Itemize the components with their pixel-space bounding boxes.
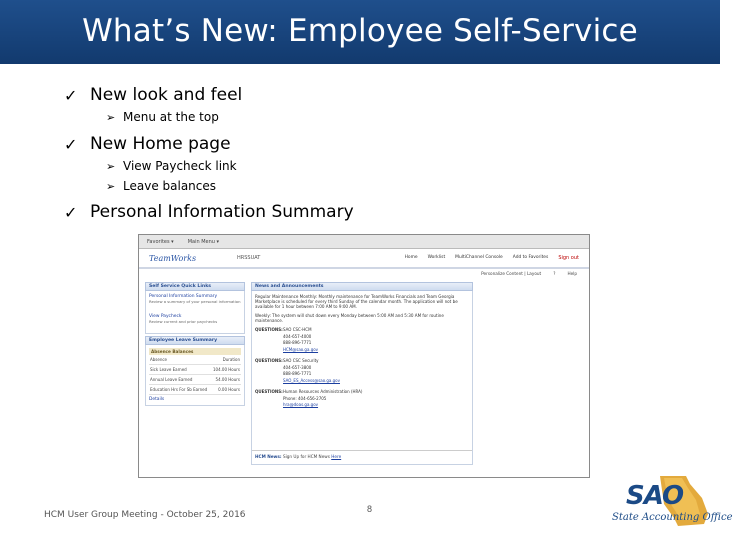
menu-favorites[interactable]: Favorites ▾ <box>147 238 174 245</box>
question-label: QUESTIONS: <box>255 389 283 394</box>
question-line: SAO CSC Security <box>283 358 319 363</box>
bullet-item <box>64 202 354 222</box>
leave-name: Education Hrs For Sb Earned <box>150 387 208 392</box>
leave-summary-box <box>145 345 245 406</box>
leave-value: 54.00 Hours <box>215 377 240 382</box>
col-duration: Duration <box>222 357 240 362</box>
logo-word: SAO <box>626 481 684 511</box>
bullet-item <box>64 134 231 154</box>
left-panel <box>145 282 245 466</box>
hcm-news <box>252 450 472 462</box>
quick-link-item[interactable] <box>149 294 241 304</box>
nav-sign-out[interactable]: Sign out <box>558 255 579 261</box>
hcm-news-text: Sign Up for HCM News <box>282 454 330 459</box>
quick-link-item[interactable] <box>149 314 241 324</box>
news-box <box>251 291 473 465</box>
checkmark-icon: ✓ <box>64 202 78 222</box>
quick-links-box <box>145 291 245 334</box>
sub-bullet-text: View Paycheck link <box>123 159 237 173</box>
email-link[interactable]: hra@doas.ga.gov <box>283 402 319 407</box>
sao-logo <box>604 474 733 534</box>
question-line: Phone: 404-656-2705 <box>283 395 327 401</box>
embedded-screenshot <box>138 234 590 478</box>
nav-worklist[interactable]: Worklist <box>427 255 446 260</box>
leave-value: 104.00 Hours <box>213 367 240 372</box>
table-row <box>149 375 241 385</box>
question-line: 888-896-7771 <box>283 340 312 345</box>
leave-value: 0.00 Hours <box>218 387 240 392</box>
logo-subtitle: State Accounting Office <box>612 512 733 523</box>
bullet-item <box>64 85 242 105</box>
app-logo: TeamWorks <box>149 253 197 263</box>
leave-name: Annual Leave Earned <box>150 377 193 382</box>
sub-bullet-item <box>106 110 219 124</box>
news-panel <box>251 282 473 466</box>
email-link[interactable]: SAO_ES_Access@sao.ga.gov <box>283 377 340 383</box>
personalize-bar <box>139 269 589 278</box>
arrow-bullet-icon: ➢ <box>106 159 116 173</box>
question-line: 404-657-3800 <box>283 364 312 370</box>
sub-bullet-item <box>106 179 216 193</box>
app-banner <box>139 249 589 269</box>
nav-multichannel[interactable]: MultiChannel Console <box>455 255 503 260</box>
personalize-link[interactable]: Personalize Content | Layout <box>481 271 542 276</box>
hcm-news-label: HCM News: <box>255 454 282 459</box>
checkmark-icon: ✓ <box>64 134 78 154</box>
leave-name: Sick Leave Earned <box>150 367 187 372</box>
bullet-text: New look and feel <box>90 85 243 105</box>
bullet-text: Personal Information Summary <box>90 202 354 222</box>
details-link[interactable]: Details <box>149 397 165 402</box>
email-link[interactable]: HCM@sao.ga.gov <box>283 346 319 352</box>
arrow-bullet-icon: ➢ <box>106 110 116 124</box>
page-number: 8 <box>367 504 373 514</box>
quick-link-title[interactable]: View Paycheck <box>149 314 182 319</box>
sub-bullet-item <box>106 159 237 173</box>
menu-main[interactable]: Main Menu ▾ <box>187 238 220 245</box>
title-bar <box>0 0 720 64</box>
sub-bullet-text: Leave balances <box>123 179 217 193</box>
menu-bar <box>139 235 589 249</box>
news-header: News and Announcements <box>251 282 473 291</box>
question-label: QUESTIONS: <box>255 358 283 363</box>
slide-title: What’s New: Employee Self-Service <box>82 13 638 49</box>
absence-balances-title: Absence Balances <box>149 348 241 355</box>
nav-add-favorites[interactable]: Add to Favorites <box>512 255 549 260</box>
quick-links-header: Self Service Quick Links <box>145 282 245 291</box>
maintenance-monthly: Regular Maintenance Monthly: Monthly maintenance for TeamWorks Financials and Team Georgia Marketplace is scheduled for every third Sunday of the calendar month. The application will not be available for 1 hour between 7:00 AM to 9:00 AM. <box>255 294 458 309</box>
quick-link-title[interactable]: Personal Information Summary <box>149 294 218 299</box>
question-line: SAO CSC-HCM <box>283 327 312 332</box>
help-icon: ? <box>553 271 556 276</box>
table-row <box>149 385 241 395</box>
leave-summary-header: Employee Leave Summary <box>145 336 245 345</box>
question-line: Human Resources Administration (HRA) <box>283 389 363 394</box>
bullet-text: New Home page <box>90 134 231 154</box>
hcm-news-link[interactable]: Here <box>331 454 342 459</box>
maintenance-weekly: Weekly: The system will shut down every Monday between 5:00 AM and 5:30 AM for routine maintenance. <box>255 313 444 323</box>
question-block <box>255 389 469 409</box>
quick-link-desc: Review a summary of your personal information <box>149 299 241 304</box>
arrow-bullet-icon: ➢ <box>106 179 116 193</box>
top-nav <box>375 255 589 261</box>
question-line: 404-657-4000 <box>283 333 312 339</box>
sub-bullet-text: Menu at the top <box>123 110 219 124</box>
col-absence: Absence <box>150 357 168 362</box>
question-block <box>255 358 469 384</box>
nav-home[interactable]: Home <box>404 255 418 260</box>
help-link[interactable]: Help <box>567 271 577 276</box>
leave-columns <box>149 355 241 365</box>
quick-link-desc: Review current and prior paychecks <box>149 319 218 324</box>
database-name: HRSSUAT <box>237 255 261 261</box>
question-block <box>255 327 469 353</box>
question-label: QUESTIONS: <box>255 327 283 332</box>
table-row <box>149 365 241 375</box>
checkmark-icon: ✓ <box>64 85 78 105</box>
slide-footer: HCM User Group Meeting - October 25, 2016 <box>44 510 246 520</box>
question-line: 888-896-7771 <box>283 371 312 376</box>
